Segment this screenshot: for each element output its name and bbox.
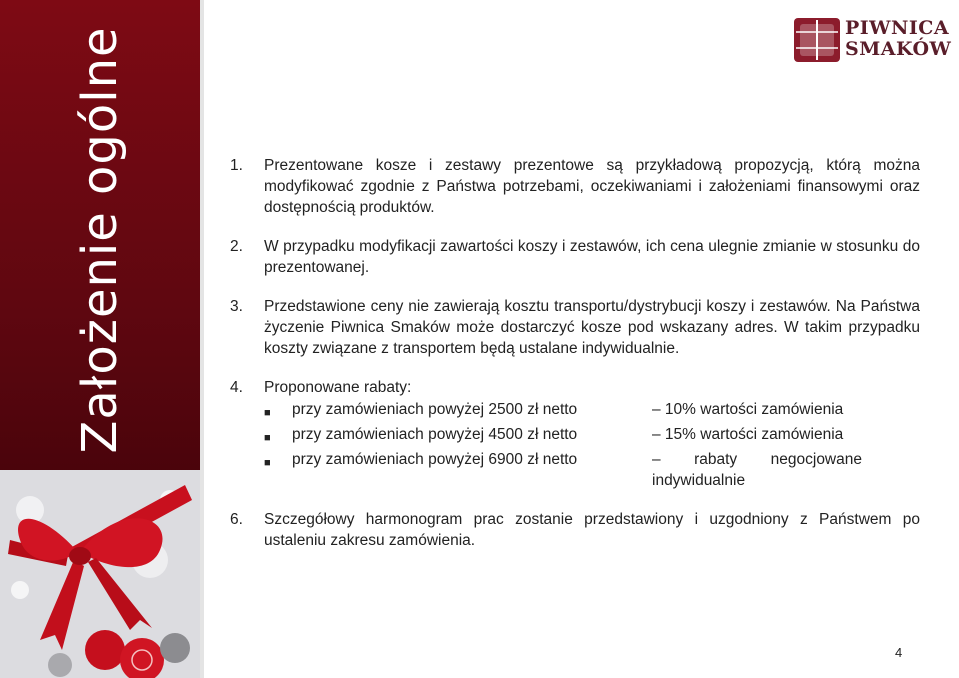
discount-value: – rabaty negocjowane indywidualnie — [652, 451, 862, 489]
item-text: Szczegółowy harmonogram prac zostanie przedstawiony i uzgodniony z Państwem po ustaleniu zakresu zamówienia. — [264, 511, 920, 549]
discount-value: – 10% wartości zamówienia — [652, 401, 844, 418]
item-text: Proponowane rabaty: — [264, 379, 412, 396]
square-bullet-icon: ■ — [264, 432, 271, 444]
list-item — [230, 236, 920, 278]
discount-condition: przy zamówieniach powyżej 4500 zł netto — [292, 426, 578, 443]
list-item — [230, 509, 920, 551]
content-list — [230, 155, 920, 569]
discount-condition: przy zamówieniach powyżej 2500 zł netto — [292, 401, 578, 418]
item-number: 3. — [230, 298, 243, 315]
item-number: 6. — [230, 511, 243, 528]
page-number: 4 — [895, 645, 903, 660]
discount-condition: przy zamówieniach powyżej 6900 zł netto — [292, 451, 578, 468]
item-body — [264, 377, 920, 491]
square-bullet-icon: ■ — [264, 407, 271, 419]
christmas-bow-image — [0, 470, 200, 678]
item-number: 4. — [230, 379, 243, 396]
list-item — [230, 296, 920, 359]
discount-row — [264, 399, 920, 424]
item-number: 2. — [230, 238, 243, 255]
list-item — [230, 155, 920, 218]
square-bullet-icon: ■ — [264, 457, 271, 469]
discount-list — [264, 399, 920, 491]
logo-line-1: PIWNICA — [845, 17, 950, 39]
item-text: Prezentowane kosze i zestawy prezentowe są przykładową propozycją, którą można modyfikować zgodnie z Państwa potrzebami, oczekiwaniami i założeniami finansowymi oraz dostępnością produktów. — [264, 157, 920, 216]
discount-value: – 15% wartości zamówienia — [652, 426, 844, 443]
sidebar-panel — [0, 0, 200, 678]
discount-row — [264, 449, 920, 491]
item-number: 1. — [230, 157, 243, 174]
page-title: Założenie ogólne — [72, 26, 128, 454]
item-text: Przedstawione ceny nie zawierają kosztu transportu/dystrybucji koszy i zestawów. Na Państwa życzenie Piwnica Smaków może dostarczyć kosze pod wskazany adres. W takim przypadku koszty związane z transportem będą ustalane indywidualnie. — [264, 298, 920, 357]
divider — [200, 0, 204, 678]
logo-line-2: SMAKÓW — [845, 38, 952, 60]
list-item — [230, 377, 920, 491]
item-text: W przypadku modyfikacji zawartości koszy i zestawów, ich cena ulegnie zmianie w stosunku do prezentowanej. — [264, 238, 920, 276]
discount-row — [264, 424, 920, 449]
